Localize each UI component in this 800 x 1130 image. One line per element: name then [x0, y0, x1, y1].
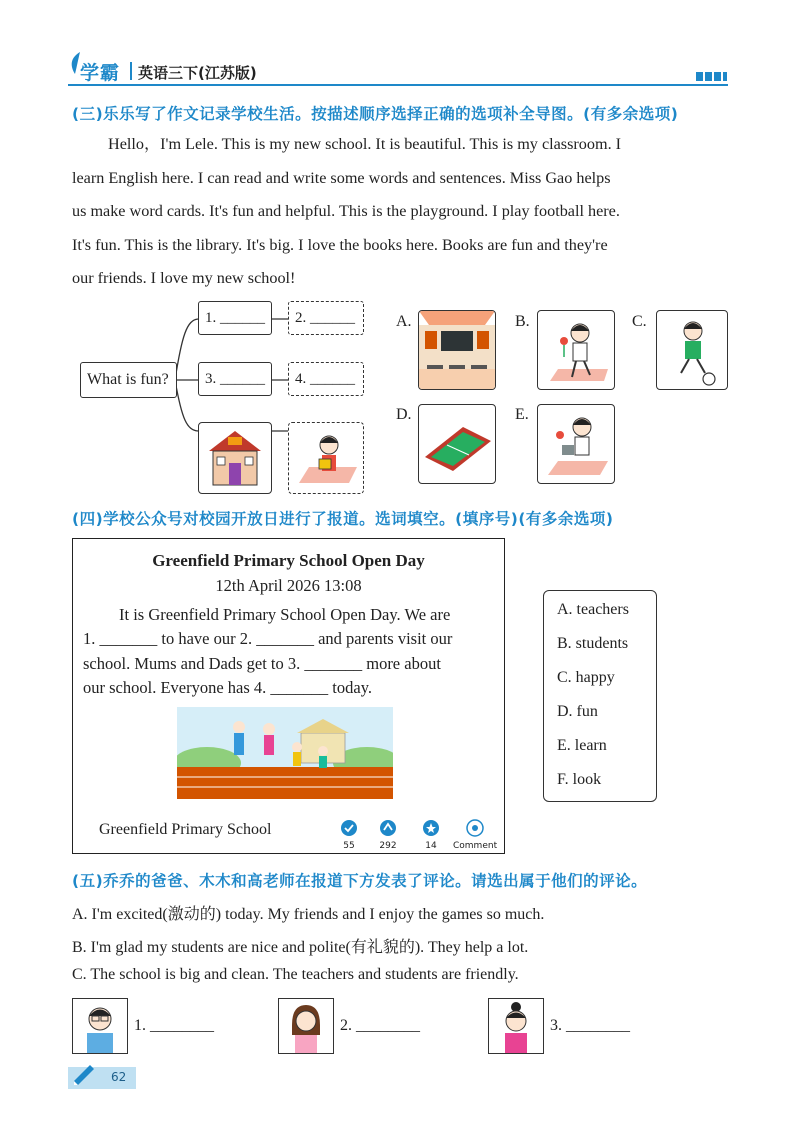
open-day-article: [72, 538, 505, 854]
page-number: 62: [111, 1070, 127, 1084]
section3-title: (三)乐乐写了作文记录学校生活。按描述顺序选择正确的选项补全导图。(有多余选项): [72, 105, 679, 123]
option-b-boy-picture[interactable]: [537, 310, 615, 390]
mindmap-blank-4[interactable]: 4. ______: [288, 362, 364, 396]
avatar-teacher-gao: [488, 998, 544, 1054]
article-line: our school. Everyone has 4. _______ today.: [83, 678, 372, 697]
avatar-mumu: [278, 998, 334, 1054]
share-icon: [379, 819, 397, 837]
word-option: D. fun: [557, 703, 598, 720]
article-line: It is Greenfield Primary School Open Day. We are: [119, 605, 451, 624]
section4-title: (四)学校公众号对校园开放日进行了报道。选词填空。(填序号)(有多余选项): [72, 510, 614, 528]
article-footer-name: Greenfield Primary School: [99, 821, 272, 838]
section3-passage: [72, 128, 732, 296]
comment-stat[interactable]: [453, 819, 497, 851]
mindmap-blank-1[interactable]: 1. ______: [198, 301, 272, 335]
like-icon: [340, 819, 358, 837]
passage-line: It's fun. This is the library. It's big. I love the books here. Books are fun and they're: [72, 235, 608, 254]
comment-icon: [466, 819, 484, 837]
like-count: 55: [343, 841, 355, 851]
article-date: 12th April 2026 13:08: [215, 576, 362, 595]
mindmap-center: What is fun?: [80, 362, 177, 398]
article-headline: Greenfield Primary School Open Day: [152, 551, 425, 570]
option-label-d: D.: [396, 406, 412, 423]
article-line: 1. _______ to have our 2. _______ and parents visit our: [83, 629, 453, 648]
section5-title: (五)乔乔的爸爸、木木和高老师在报道下方发表了评论。请选出属于他们的评论。: [72, 872, 648, 890]
pencil-icon: [70, 1065, 98, 1089]
like-stat[interactable]: [337, 819, 361, 851]
passage-line: learn English here. I can read and write some words and sentences. Miss Gao helps: [72, 168, 611, 187]
comment-option-c: C. The school is big and clean. The teachers and students are friendly.: [72, 966, 519, 983]
header-decoration: [696, 66, 729, 85]
comment-label: Comment: [453, 841, 498, 851]
option-label-a: A.: [396, 313, 412, 330]
passage-line: us make word cards. It's fun and helpful. This is the playground. I play football here.: [72, 202, 620, 220]
brand-logo: 学霸: [80, 62, 121, 84]
word-option: F. look: [557, 771, 602, 788]
reading-picture: [288, 422, 364, 494]
option-label-c: C.: [632, 313, 647, 330]
star-icon: [422, 819, 440, 837]
comment-option-a: A. I'm excited(激动的) today. My friends and I enjoy the games so much.: [72, 906, 545, 923]
answer-blank-3[interactable]: 3. ________: [550, 1017, 630, 1034]
answer-blank-2[interactable]: 2. ________: [340, 1017, 420, 1034]
word-option: B. students: [557, 635, 629, 652]
comment-option-b: B. I'm glad my students are nice and polite(有礼貌的). They help a lot.: [72, 939, 529, 956]
open-day-illustration: [177, 707, 393, 799]
option-label-b: B.: [515, 313, 530, 330]
star-stat[interactable]: [419, 819, 443, 851]
word-bank: [543, 590, 657, 802]
option-e-watering-picture[interactable]: [537, 404, 615, 484]
library-picture: [198, 422, 272, 494]
option-label-e: E.: [515, 406, 529, 423]
option-a-classroom-picture[interactable]: [418, 310, 496, 390]
header-rule: [68, 56, 728, 86]
mindmap-blank-2[interactable]: 2. ______: [288, 301, 364, 335]
share-count: 292: [379, 841, 397, 851]
mindmap-blank-3[interactable]: 3. ______: [198, 362, 272, 396]
share-stat[interactable]: [375, 819, 401, 851]
passage-line: Hello，I'm Lele. This is my new school. It is beautiful. This is my classroom. I: [108, 135, 622, 153]
star-count: 14: [425, 841, 437, 851]
passage-line: our friends. I love my new school!: [72, 269, 296, 287]
option-d-playground-picture[interactable]: [418, 404, 496, 484]
article-line: school. Mums and Dads get to 3. _______ more about: [83, 654, 441, 673]
book-title: 英语三下(江苏版): [138, 64, 257, 82]
answer-blank-1[interactable]: 1. ________: [134, 1017, 214, 1034]
word-option: E. learn: [557, 737, 607, 754]
avatar-dad: [72, 998, 128, 1054]
word-option: A. teachers: [557, 601, 629, 618]
option-c-football-picture[interactable]: [656, 310, 728, 390]
word-option: C. happy: [557, 669, 615, 686]
